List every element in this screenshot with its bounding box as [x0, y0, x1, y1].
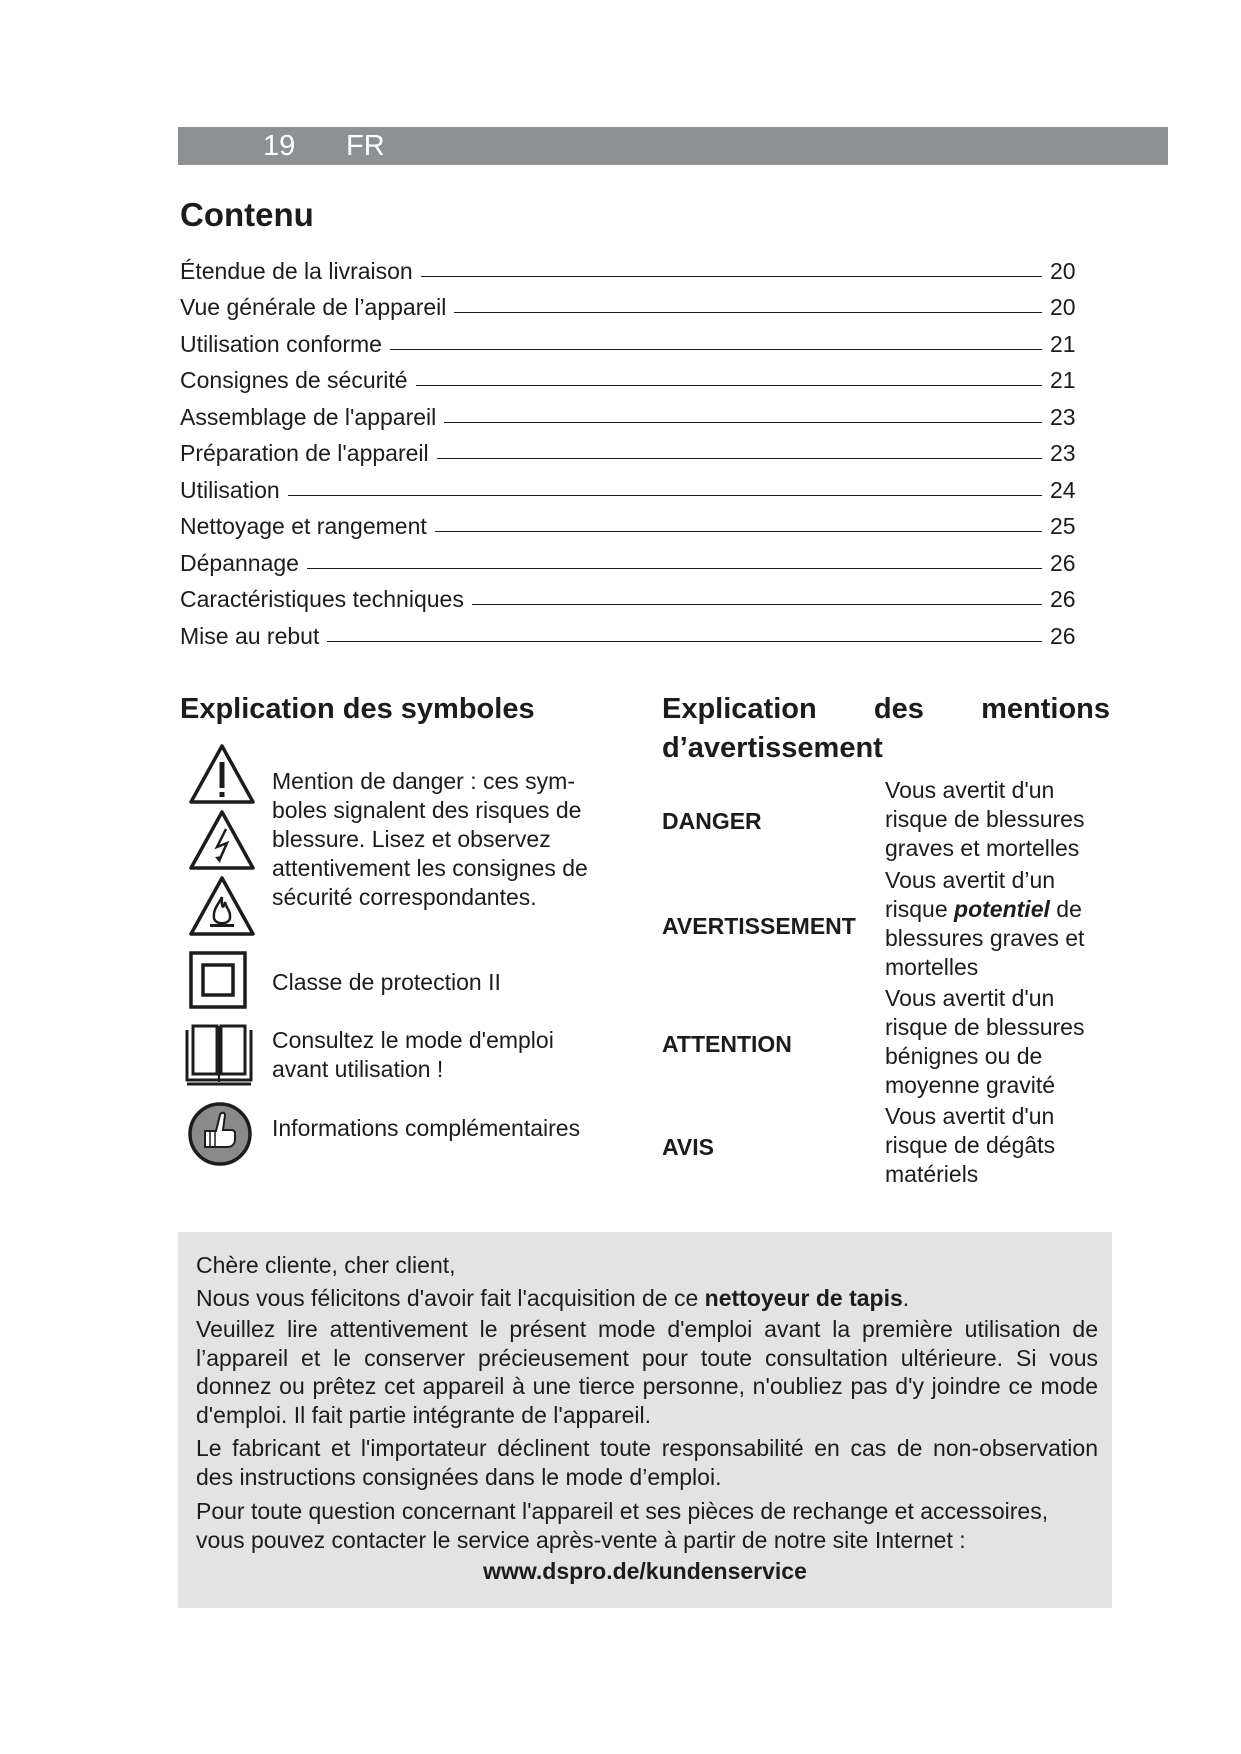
contents-title: Contenu: [180, 196, 314, 233]
instruction-paragraph: Veuillez lire attentivement le présent mode d'emploi avant la première utilisation de l’appareil et le conserver précieusement pour toute consultation ultérieure. Si vous donnez ou prêtez cet appareil à une tierce personne, n'oubliez pas d'y joindre ce mode d'emploi. Il fait partie intégrante de l'appareil.: [196, 1316, 1098, 1428]
attention-description: Vous avertit d'un risque de blessures bénignes ou de moyenne gravité: [885, 985, 1085, 1098]
toc-leader-line: [454, 312, 1042, 313]
toc-entry-page: 21: [1050, 367, 1076, 393]
avertissement-label: AVERTISSEMENT: [662, 913, 856, 939]
toc-entry[interactable]: [180, 394, 1090, 431]
toc-entry[interactable]: [180, 540, 1090, 577]
protection-class-label: Classe de protection II: [272, 969, 501, 995]
product-name: nettoyeur de tapis: [704, 1285, 903, 1311]
toc-leader-line: [472, 604, 1042, 605]
toc-leader-line: [444, 422, 1042, 423]
avis-description: Vous avertit d'un risque de dégâts matériels: [885, 1103, 1056, 1187]
toc-leader-line: [390, 349, 1042, 350]
toc-entry-label: Étendue de la livraison: [180, 257, 413, 284]
toc-entry-label: Vue générale de l’appareil: [180, 294, 447, 320]
liability-paragraph: Le fabricant et l'importateur déclinent toute responsabilité en cas de non-observation des instructions consignées dans le mode d’emploi.: [196, 1435, 1098, 1490]
table-of-contents: [180, 248, 1090, 650]
avertissement-description: Vous avertit d’un risque potentiel de blessures graves et mortelles: [885, 867, 1085, 980]
toc-leader-line: [435, 531, 1042, 532]
information-label: Informations complémentaires: [272, 1115, 581, 1141]
toc-entry-page: 26: [1050, 549, 1076, 576]
toc-leader-line: [327, 641, 1042, 642]
toc-entry-label: Utilisation conforme: [180, 330, 382, 357]
toc-leader-line: [437, 458, 1042, 459]
toc-leader-line: [307, 568, 1042, 569]
toc-entry-label: Consignes de sécurité: [180, 367, 408, 393]
toc-entry-page: 23: [1050, 440, 1076, 466]
toc-entry[interactable]: [180, 577, 1090, 614]
toc-entry-label: Mise au rebut: [180, 622, 320, 649]
greeting: Chère cliente, cher client,: [196, 1252, 456, 1278]
contact-paragraph: Pour toute question concernant l'appareil et ses pièces de rechange et accessoires, vous pouvez contacter le service après-vente à partir de notre site Internet :: [196, 1498, 1049, 1553]
toc-leader-line: [421, 276, 1042, 277]
toc-entry[interactable]: [180, 431, 1090, 468]
toc-entry[interactable]: [180, 504, 1090, 541]
danger-description: Vous avertit d'un risque de blessures graves et mortelles: [885, 777, 1085, 861]
toc-entry[interactable]: [180, 613, 1090, 650]
toc-entry-page: 20: [1050, 257, 1076, 284]
toc-entry-label: Nettoyage et rangement: [180, 513, 427, 539]
danger-label: DANGER: [662, 808, 762, 834]
language-code: FR: [346, 130, 385, 162]
toc-entry-label: Assemblage de l'appareil: [180, 403, 437, 430]
information-hand-icon: [187, 1101, 253, 1167]
avis-label: AVIS: [662, 1134, 714, 1160]
danger-symbol-description: Mention de danger : ces sym- boles signalent des risques de blessure. Lisez et observez attentivement les consignes de sécurité correspondantes.: [272, 768, 588, 910]
manual-book-icon: [183, 1024, 255, 1086]
warnings-title-line2: d’avertissement: [662, 732, 883, 764]
toc-leader-line: [288, 495, 1042, 496]
toc-leader-line: [416, 385, 1042, 386]
toc-entry-page: 20: [1050, 294, 1076, 320]
toc-entry[interactable]: [180, 248, 1090, 285]
toc-entry-label: Dépannage: [180, 549, 299, 576]
toc-entry[interactable]: [180, 321, 1090, 358]
page-number: 19: [263, 130, 296, 162]
toc-entry-page: 24: [1050, 476, 1076, 503]
protection-class-ii-icon: [189, 951, 247, 1009]
fire-warning-icon: [188, 875, 256, 937]
warnings-title-line1: Explication des mentions: [662, 693, 1110, 725]
website-link[interactable]: www.dspro.de/kundenservice: [483, 1558, 807, 1584]
symbols-title: Explication des symboles: [180, 693, 535, 725]
toc-entry-label: Préparation de l'appareil: [180, 440, 429, 466]
toc-entry-page: 25: [1050, 513, 1076, 539]
warning-exclamation-icon: [188, 743, 256, 805]
attention-label: ATTENTION: [662, 1031, 792, 1057]
toc-entry-label: Utilisation: [180, 476, 280, 503]
toc-entry-label: Caractéristiques techniques: [180, 586, 464, 612]
toc-entry[interactable]: [180, 467, 1090, 504]
toc-entry-page: 26: [1050, 622, 1076, 649]
electric-shock-warning-icon: [188, 809, 256, 871]
toc-entry[interactable]: [180, 285, 1090, 322]
toc-entry-page: 21: [1050, 330, 1076, 357]
toc-entry-page: 26: [1050, 586, 1076, 612]
toc-entry-page: 23: [1050, 403, 1076, 430]
manual-description: Consultez le mode d'emploi avant utilisation !: [272, 1027, 554, 1082]
congratulations: Nous vous félicitons d'avoir fait l'acquisition de ce nettoyeur de tapis.: [196, 1285, 910, 1311]
toc-entry[interactable]: [180, 358, 1090, 395]
page-header-bar: [178, 127, 1168, 165]
